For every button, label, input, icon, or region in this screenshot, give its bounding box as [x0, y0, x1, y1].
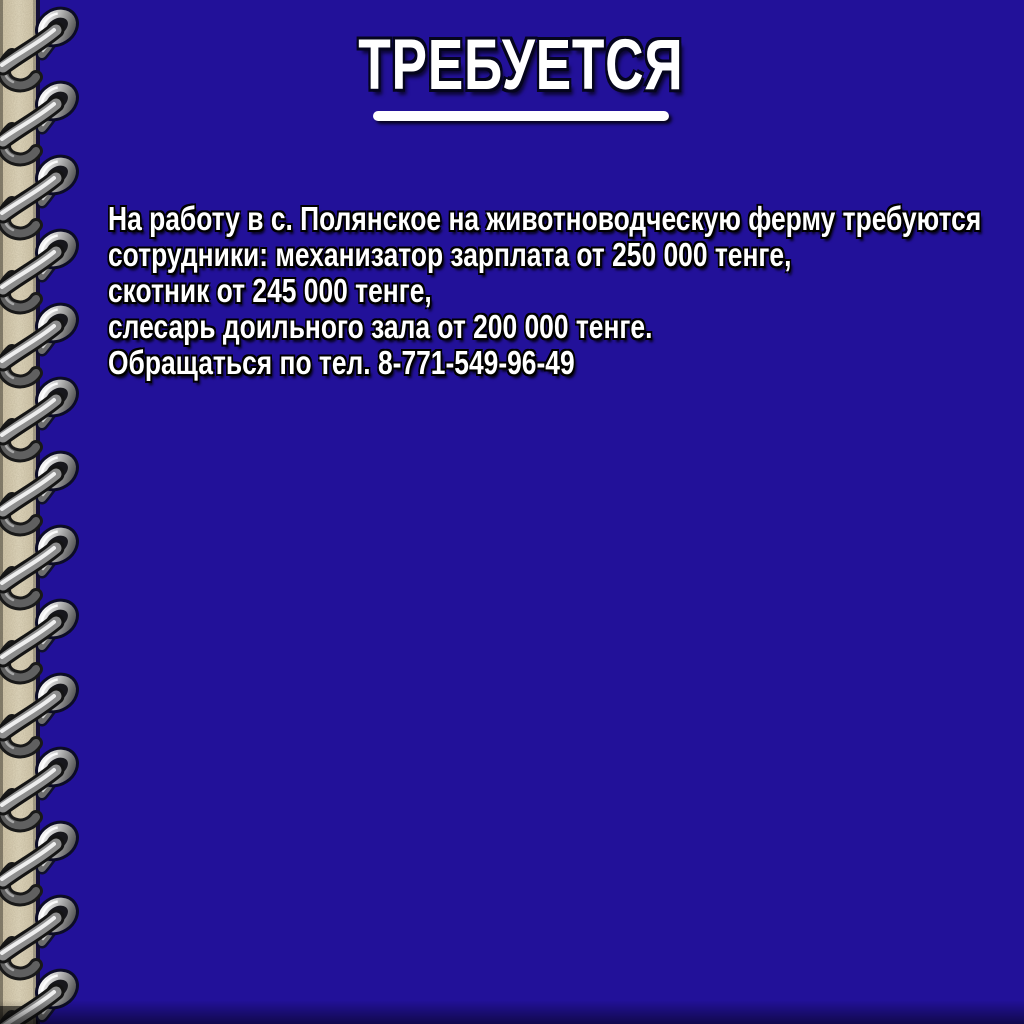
title-block: [9, 26, 1024, 121]
ad-text-line: скотник от 245 000 тенге,: [108, 272, 432, 309]
title-underline: [373, 111, 669, 121]
ad-text: [108, 201, 1024, 381]
spiral-binding: [0, 0, 120, 1024]
ad-text-line: На работу в с. Полянское на животноводческую ферму требуются: [108, 200, 982, 237]
ad-text-line: слесарь доильного зала от 200 000 тенге.: [108, 308, 653, 345]
ad-text-phone: Обращаться по тел. 8-771-549-96-49: [108, 344, 575, 381]
bottom-shadow: [0, 1000, 1024, 1024]
page-title: ТРЕБУЕТСЯ: [358, 26, 684, 105]
ad-text-line: сотрудники: механизатор зарплата от 250 000 тенге,: [108, 236, 792, 273]
